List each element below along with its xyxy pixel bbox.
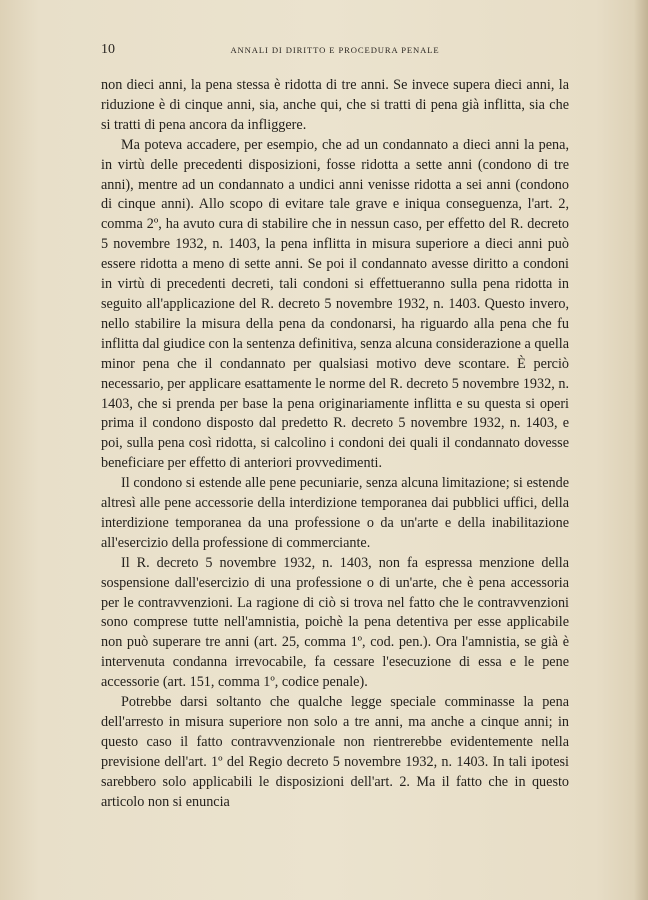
paragraph-1: non dieci anni, la pena stessa è ridotta di tre anni. Se invece supera dieci anni, la riduzione è di cinque anni, sia, anche qui, che si tratti di pena già inflitta, sia che si tratti di pena ancora da infliggere.	[101, 77, 569, 133]
page-header	[101, 42, 569, 60]
page-number: 10	[101, 42, 115, 57]
paragraph-2: Ma poteva accadere, per esempio, che ad un condannato a dieci anni la pena, in virtù delle precedenti disposizioni, fosse ridotta a sette anni (condono di tre anni), mentre ad un condannato a undici anni venisse ridotta a sei anni (condono di cinque anni). Allo scopo di evitare tale grave e iniqua conseguenza, l'art. 2, comma 2º, ha avuto cura di stabilire che in nessun caso, per effetto del R. decreto 5 novembre 1932, n. 1403, la pena inflitta in misura superiore a dieci anni può essere ridotta a meno di sette anni. Se poi il condannato avesse diritto a condoni in virtù di precedenti decreti, tali condoni si effettueranno sulla pena ridotta in seguito all'applicazione del R. decreto 5 novembre 1932, n. 1403. Questo invero, nello stabilire la misura della pena da condonarsi, ha riguardo alla pena che fu inflitta dal giudice con la sentenza definitiva, senza alcuna considerazione a quella minor pena che il condannato per qualsiasi motivo deve scontare. È perciò necessario, per applicare esattamente le norme del R. decreto 5 novembre 1932, n. 1403, che si prenda per base la pena originariamente inflitta e su questa si operi prima il condono disposto dal predetto R. decreto 5 novembre 1932, n. 1403, e poi, sulla pena così ridotta, si calcolino i condoni dei quali il condannato dovesse beneficiare per effetto di anteriori provvedimenti.	[101, 136, 569, 472]
paragraph-5: Potrebbe darsi soltanto che qualche legge speciale comminasse la pena dell'arresto in misura superiore non solo a tre anni, ma anche a cinque anni; in questo caso il fatto contravvenzionale non rientrerebbe evidentemente nella previsione dell'art. 1º del Regio decreto 5 novembre 1932, n. 1403. In tali ipotesi sarebbero solo applicabili le disposizioni dell'art. 2. Ma il fatto che in questo articolo non si enuncia	[101, 694, 569, 810]
paragraph-3: Il condono si estende alle pene pecuniarie, senza alcuna limitazione; si estende altresì alle pene accessorie della interdizione temporanea dai pubblici uffici, della interdizione temporanea da una professione o da un'arte e della inabilitazione all'esercizio della professione di commerciante.	[101, 475, 569, 551]
body-text	[101, 76, 569, 813]
running-title: ANNALI DI DIRITTO E PROCEDURA PENALE	[230, 45, 440, 55]
page-edge-shadow	[634, 0, 648, 900]
paragraph-4: Il R. decreto 5 novembre 1932, n. 1403, non fa espressa menzione della sospensione dall'esercizio di una professione o di un'arte, che è pena accessoria per le contravvenzioni. La ragione di ciò si trova nel fatto che le contravvenzioni sono comprese tutte nell'amnistia, poichè la pena detentiva per esse applicabile non può superare tre anni (art. 25, comma 1º, cod. pen.). Ora l'amnistia, se già è intervenuta condanna irrevocabile, fa cessare l'esecuzione di essa e le pene accessorie (art. 151, comma 1º, codice penale).	[101, 554, 569, 691]
